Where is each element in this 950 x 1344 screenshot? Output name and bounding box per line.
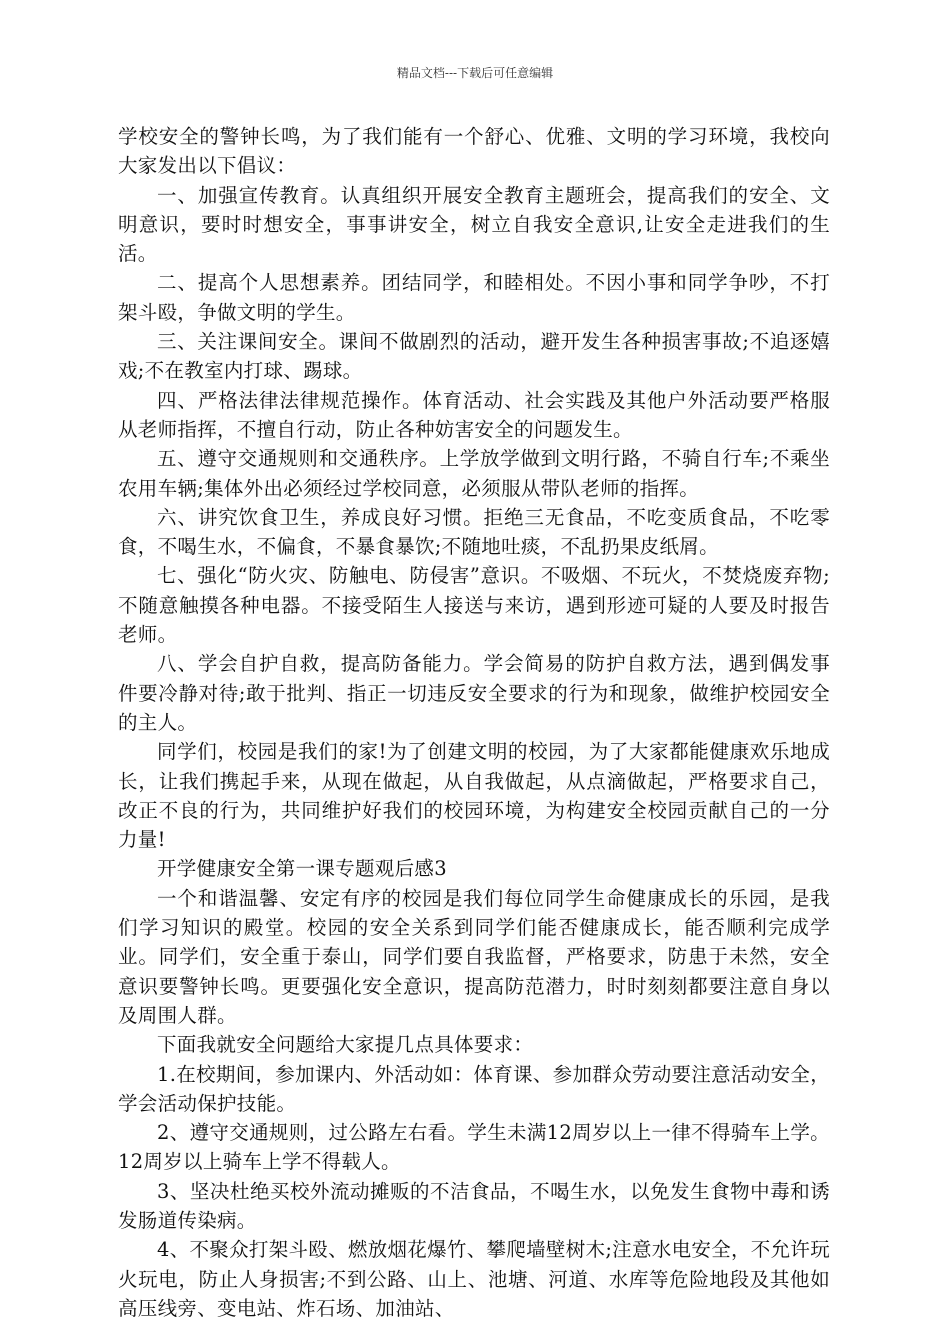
paragraph: 3、坚决杜绝买校外流动摊贩的不洁食品，不喝生水，以免发生食物中毒和诱发肠道传染病。 [118,1179,830,1232]
paragraph: 八、学会自护自救，提高防备能力。学会简易的防护自救方法，遇到偶发事件要冷静对待;敢于批判、指正一切违反安全要求的行为和现象，做维护校园安全的主人。 [118,652,830,734]
paragraph: 三、关注课间安全。课间不做剧烈的活动，避开发生各种损害事故;不追逐嬉戏;不在教室内打球、踢球。 [118,330,830,383]
paragraph: 1.在校期间，参加课内、外活动如：体育课、参加群众劳动要注意活动安全，学会活动保护技能。 [118,1062,830,1115]
paragraph: 五、遵守交通规则和交通秩序。上学放学做到文明行路，不骑自行车;不乘坐农用车辆;集体外出必须经过学校同意，必须服从带队老师的指挥。 [118,447,830,500]
paragraph: 二、提高个人思想素养。团结同学，和睦相处。不因小事和同学争吵，不打架斗殴，争做文明的学生。 [118,271,830,324]
paragraph: 四、严格法律法律规范操作。体育活动、社会实践及其他户外活动要严格服从老师指挥，不擅自行动，防止各种妨害安全的问题发生。 [118,388,830,441]
paragraph: 开学健康安全第一课专题观后感3 [157,857,447,881]
paragraph: 六、讲究饮食卫生，养成良好习惯。拒绝三无食品，不吃变质食品，不吃零食，不喝生水，不偏食，不暴食暴饮;不随地吐痰，不乱扔果皮纸屑。 [118,505,830,559]
paragraph: 同学们，校园是我们的家!为了创建文明的校园，为了大家都能健康欢乐地成长，让我们携起手来，从现在做起，从自我做起，从点滴做起，严格要求自己，改正不良的行为，共同维护好我们的校园环境，为构建安全校园贡献自己的一分力量! [118,740,830,852]
paragraph: 4、不聚众打架斗殴、燃放烟花爆竹、攀爬墙壁树木;注意水电安全，不允许玩火玩电，防止人身损害;不到公路、山上、池塘、河道、水库等危险地段及其他如高压线旁、变电站、炸石场、加油站、 [118,1238,830,1320]
paragraph: 一个和谐温馨、安定有序的校园是我们每位同学生命健康成长的乐园，是我们学习知识的殿堂。校园的安全关系到同学们能否健康成长，能否顺利完成学业。同学们，安全重于泰山，同学们要自我监督，严格要求，防患于未然，安全意识要警钟长鸣。更要强化安全意识，提高防范潜力，时时刻刻都要注意自身以及周围人群。 [118,886,830,1027]
page-header: 精品文档---下载后可任意编辑 [396,66,554,80]
paragraph: 学校安全的警钟长鸣，为了我们能有一个舒心、优雅、文明的学习环境，我校向大家发出以下倡议： [118,125,830,178]
document-body [118,122,830,1323]
paragraph: 下面我就安全问题给大家提几点具体要求： [157,1033,534,1057]
paragraph: 2、遵守交通规则，过公路左右看。学生未满12周岁以上一律不得骑车上学。12周岁以上骑车上学不得载人。 [118,1121,830,1174]
paragraph: 七、强化“防火灾、防触电、防侵害”意识。不吸烟、不玩火，不焚烧废弃物;不随意触摸各种电器。不接受陌生人接送与来访，遇到形迹可疑的人要及时报告老师。 [118,564,830,647]
paragraph: 一、加强宣传教育。认真组织开展安全教育主题班会，提高我们的安全、文明意识，要时时想安全，事事讲安全，树立自我安全意识,让安全走进我们的生活。 [118,183,830,266]
